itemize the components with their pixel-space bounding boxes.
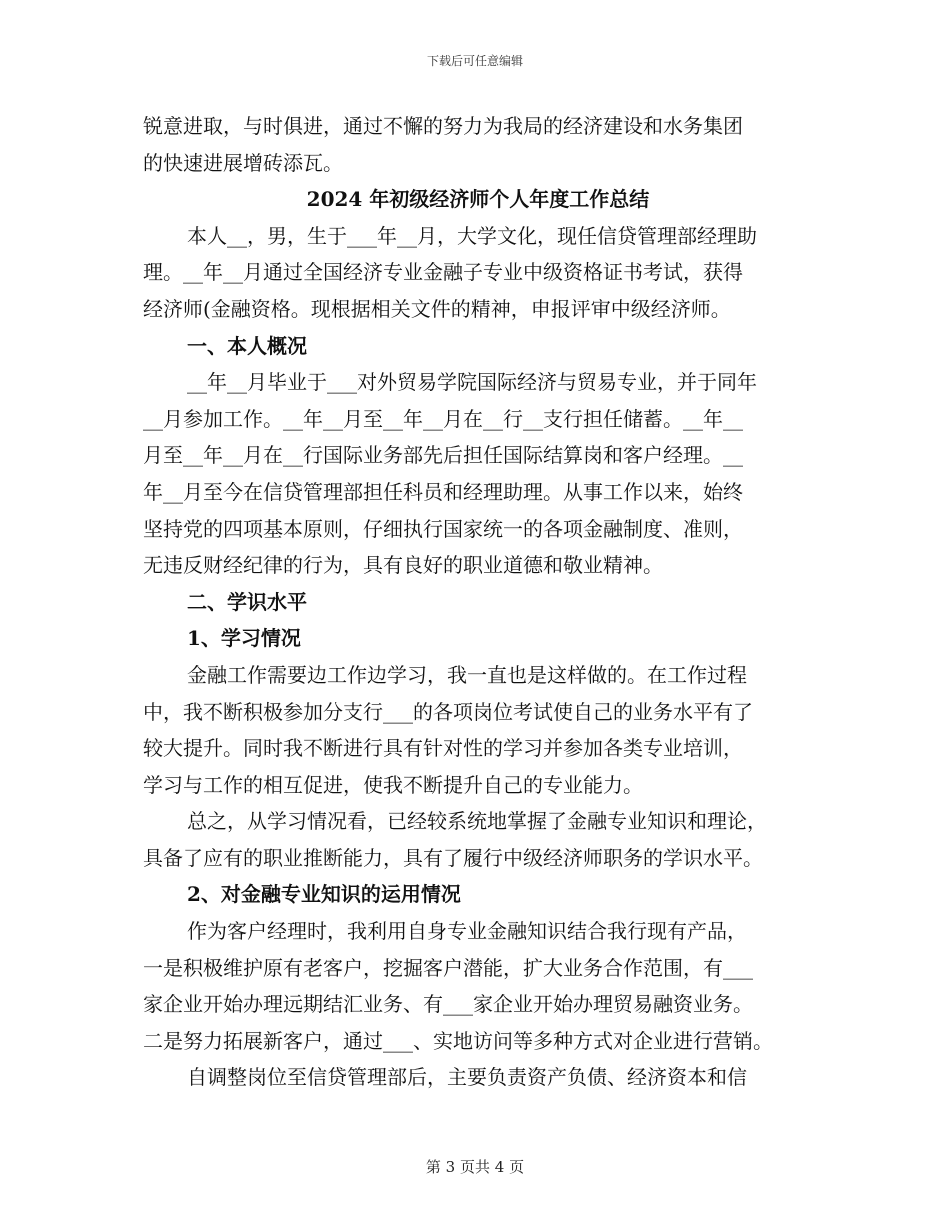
body-text-line: __月参加工作。__年__月至__年__月在__行__支行担任储蓄。__年__ [143,406,743,431]
section-heading: 一、本人概况 [187,333,307,358]
body-text-line: 家企业开始办理远期结汇业务、有___家企业开始办理贸易融资业务。 [143,992,753,1017]
body-text-line: 的快速进展增砖添瓦。 [143,150,343,175]
body-text-line: 锐意进取，与时俱进，通过不懈的努力为我局的经济建设和水务集团 [143,114,743,138]
body-text-line: 一是积极维护原有老客户，挖掘客户潜能，扩大业务合作范围，有___ [143,955,753,980]
section-heading: 二、学识水平 [187,589,307,614]
body-text-line: 坚持党的四项基本原则，仔细执行国家统一的各项金融制度、准则， [143,516,743,541]
body-text-line: 学习与工作的相互促进，使我不断提升自己的专业能力。 [143,772,643,797]
body-text-line: 金融工作需要边工作边学习，我一直也是这样做的。在工作过程 [187,662,747,687]
body-text-line: 二是努力拓展新客户，通过___、实地访问等多种方式对企业进行营销。 [143,1028,773,1053]
body-text-line: 作为客户经理时，我利用自身专业金融知识结合我行现有产品， [187,919,747,944]
body-text-line: 年__月至今在信贷管理部担任科员和经理助理。从事工作以来，始终 [143,479,743,504]
body-text-line: 无违反财经纪律的行为，具有良好的职业道德和敬业精神。 [143,553,663,578]
page-footer: 第 3 页共 4 页 [425,1158,525,1176]
document-title: 2024 年初级经济师个人年度工作总结 [306,187,650,212]
body-text-line: 中，我不断积极参加分支行___的各项岗位考试使自己的业务水平有了 [143,699,753,724]
page-header: 下载后可任意编辑 [426,54,523,68]
document-body [143,108,813,1096]
body-text-line: 具备了应有的职业推断能力，具有了履行中级经济师职务的学识水平。 [143,845,763,870]
body-text-line: 经济师(金融资格。现根据相关文件的精神，申报评审中级经济师。 [143,296,731,321]
body-text-line: __年__月毕业于___对外贸易学院国际经济与贸易专业，并于同年 [187,370,757,395]
body-text-line: 月至__年__月在__行国际业务部先后担任国际结算岗和客户经理。__ [143,443,743,468]
section-heading: 2、对金融专业知识的运用情况 [187,882,461,907]
body-text-line: 本人__，男，生于___年__月，大学文化，现任信贷管理部经理助 [187,223,757,248]
body-text-line: 自调整岗位至信贷管理部后，主要负责资产负债、经济资本和信 [187,1065,747,1090]
section-heading: 1、学习情况 [187,626,301,651]
body-text-line: 较大提升。同时我不断进行具有针对性的学习并参加各类专业培训， [143,736,743,761]
body-text-line: 总之，从学习情况看，已经较系统地掌握了金融专业知识和理论， [187,809,767,834]
body-text-line: 理。__年__月通过全国经济专业金融子专业中级资格证书考试，获得 [143,260,743,285]
